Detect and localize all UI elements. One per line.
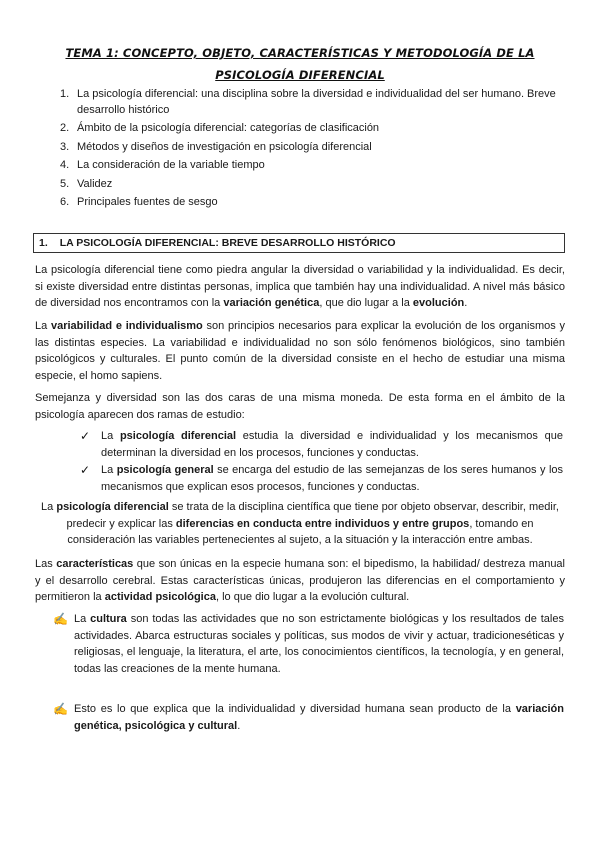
table-of-contents	[60, 87, 560, 214]
checkmark-icon: ✓	[80, 463, 91, 477]
section-heading	[33, 233, 565, 253]
check-item	[101, 428, 563, 461]
bold-term: variación genética, psicológica y cultural	[74, 703, 564, 732]
bold-term: psicología diferencial	[56, 501, 169, 513]
toc-number: 4.	[60, 159, 70, 171]
toc-item	[60, 121, 560, 137]
text-run: La	[101, 430, 120, 442]
text-run: La	[74, 613, 91, 625]
bold-term: actividad psicológica	[104, 591, 216, 604]
text-run: son todas las actividades que no son estrictamente biológicas y los resultados de tales actividades. Abarca estructuras sociales y políticas, sus modos de vivir y actuar, tradicioneséticas y religiosas, el lenguaje, la literatura, el arte, los conocimientos científicos, la tecnología, y en general, todas las creaciones de la mente humana.	[74, 613, 564, 675]
toc-item	[60, 195, 560, 211]
paragraph-variability	[35, 318, 565, 385]
toc-number: 5.	[60, 177, 70, 190]
text-run: se encarga del estudio de las semejanzas de los seres humanos y los mecanismos que explican esos procesos, funciones y conductas.	[101, 464, 563, 493]
bold-term: variabilidad e individualismo	[50, 320, 203, 332]
text-run: La	[35, 320, 51, 332]
toc-text: Validez	[77, 177, 113, 190]
text-run: son principios necesarios para explicar la evolución de los organismos y las distintas especies. La variabilidad e individualidad no son sólo fenómenos biológicos, sino también psicológicos y culturales. El punto común de la diversidad consiste en el hecho de estudiar una misma especie, el homo sapiens.	[35, 320, 565, 383]
writing-hand-icon: ✍	[53, 612, 68, 626]
paragraph-characteristics	[35, 556, 565, 606]
toc-text: La consideración de la variable tiempo	[77, 159, 265, 171]
text-run: .	[464, 297, 468, 310]
page-title: TEMA 1: CONCEPTO, OBJETO, CARACTERÍSTICAS Y METODOLOGÍA DE LA PSICOLOGÍA DIFERENCIAL	[65, 46, 535, 82]
conclusion-item	[74, 701, 564, 734]
paragraph-diversity	[35, 262, 565, 312]
bold-term: variación genética	[223, 297, 320, 310]
paragraph-definition	[35, 499, 565, 549]
text-run: que son únicas en la especie humana son: el bipedismo, la habilidad/ destreza manual y el desarrollo cerebral. Estas características únicas, produjeron las diferencias en el comportamiento y permitieron la	[35, 558, 565, 604]
toc-number: 2.	[60, 122, 70, 134]
toc-item	[60, 140, 560, 156]
toc-text: La psicología diferencial: una disciplina sobre la diversidad e individualidad del ser humano. Breve desarrollo histórico	[77, 88, 556, 116]
text-run: se trata de la disciplina científica que tiene por objeto observar, describir, medir, predecir y explicar las	[66, 501, 559, 530]
text-run: La	[101, 464, 117, 476]
writing-hand-icon: ✍	[53, 702, 68, 716]
toc-number: 3.	[60, 140, 70, 153]
bold-term: evolución	[412, 297, 465, 310]
checkmark-icon: ✓	[80, 429, 91, 443]
check-item	[101, 462, 563, 495]
toc-number: 6.	[60, 196, 70, 208]
text-run: Esto es lo que explica que la individualidad y diversidad humana sean producto de la	[74, 703, 516, 715]
bold-term: características	[56, 558, 134, 570]
text-run: , lo que dio lugar a la evolución cultural.	[215, 591, 410, 604]
bold-term: psicología diferencial	[119, 430, 237, 442]
text-run: , tomando en consideración las variables pertenecientes al sujeto, a la situación y la interacción entre ambas.	[67, 517, 534, 547]
text-run: estudia la diversidad e individualidad y los mecanismos que determinan la diversidad en los procesos, funciones y conductas.	[101, 430, 563, 459]
text-run: La psicología diferencial tiene como piedra angular la diversidad o variabilidad y la individualidad. Es decir, si existe diversidad entre distintas personas, implica que también hay una individualidad. A nivel más básico de diversidad nos encontramos con la	[35, 264, 565, 310]
toc-number: 1.	[60, 88, 70, 100]
toc-text: Ámbito de la psicología diferencial: categorías de clasificación	[77, 122, 380, 134]
text-run: Las	[35, 558, 57, 570]
paragraph-similarity: Semejanza y diversidad son las dos caras de una misma moneda. De esta forma en el ámbito de la psicología aparecen dos ramas de estudio:	[35, 392, 565, 421]
culture-item	[74, 611, 564, 677]
text-run: , que dio lugar a la	[319, 297, 413, 310]
toc-item	[60, 158, 560, 174]
text-run: .	[237, 719, 241, 732]
section-title: LA PSICOLOGÍA DIFERENCIAL: BREVE DESARROLLO HISTÓRICO	[59, 237, 396, 249]
toc-text: Principales fuentes de sesgo	[77, 196, 218, 208]
text-run: La	[41, 501, 57, 513]
toc-item	[60, 177, 560, 193]
bold-term: cultura	[90, 613, 127, 625]
bold-term: psicología general	[116, 464, 214, 476]
toc-item	[60, 87, 560, 118]
toc-text: Métodos y diseños de investigación en psicología diferencial	[77, 140, 372, 153]
section-number: 1.	[39, 237, 48, 249]
bold-term: diferencias en conducta entre individuos y entre grupos	[175, 517, 470, 530]
